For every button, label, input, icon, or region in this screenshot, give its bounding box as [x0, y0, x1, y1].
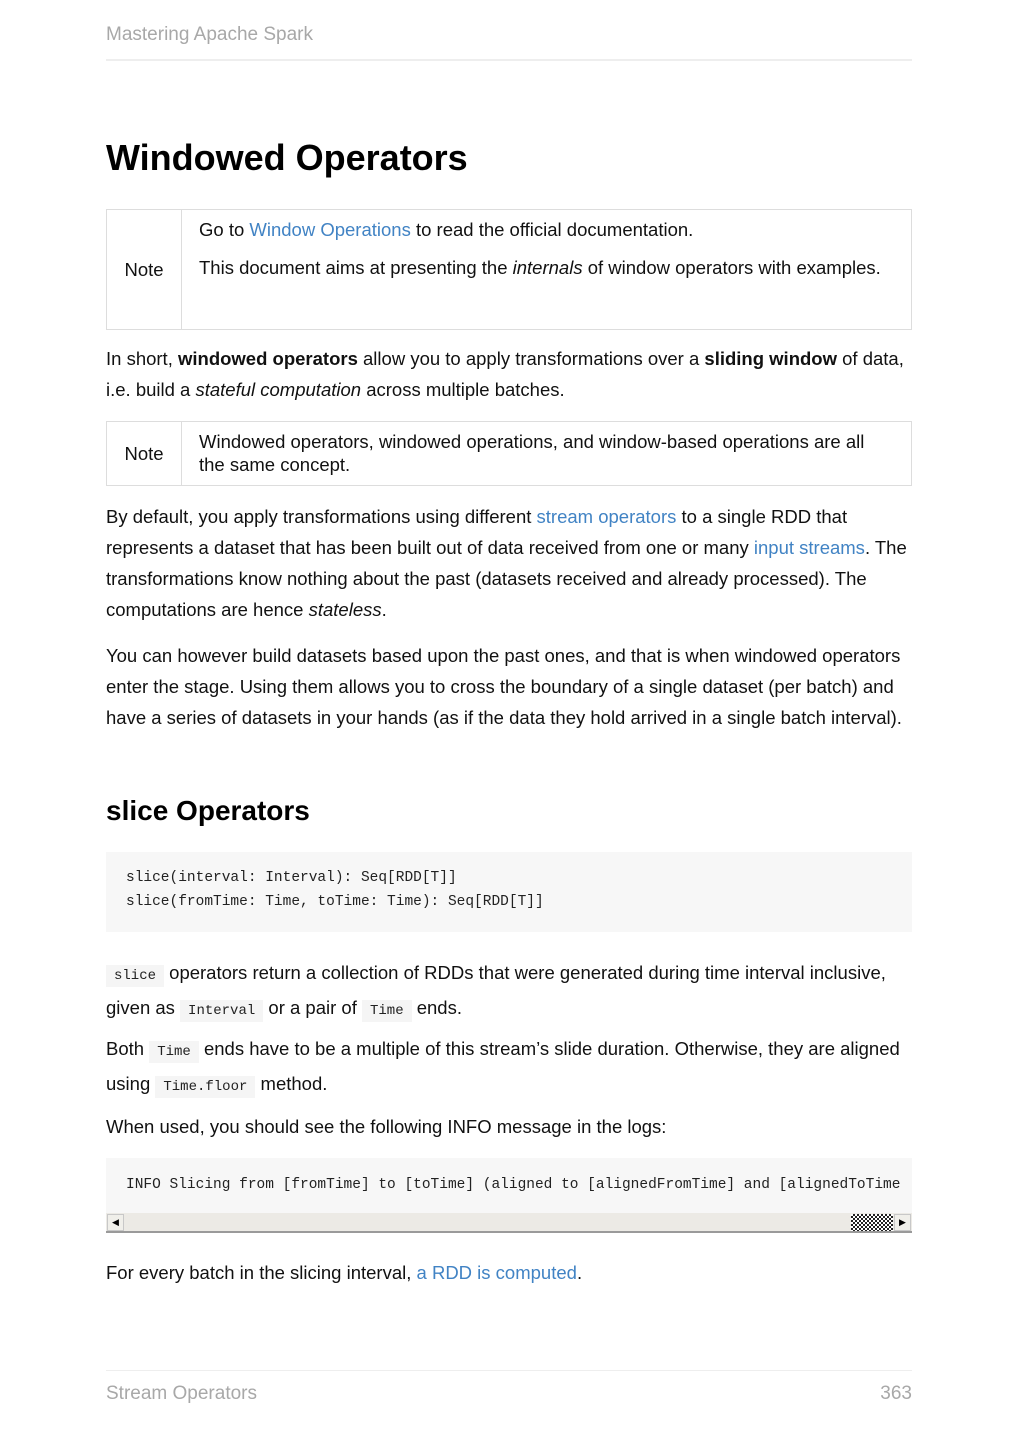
running-header [106, 24, 912, 61]
text: . The transformations know nothing about the past (datasets received and already processed). The computations are hence [106, 537, 907, 620]
note-text: Windowed operators, windowed operations, and window-based operations are all the same concept. [199, 431, 865, 475]
paragraph-info-intro: When used, you should see the following INFO message in the logs: [106, 1116, 667, 1137]
code-line: slice(fromTime: Time, toTime: Time): Seq[RDD[T]] [126, 894, 544, 910]
scroll-right-button[interactable] [894, 1214, 911, 1231]
note-box-2 [106, 421, 912, 486]
arrow-left-icon: ◀ [112, 1217, 119, 1227]
scroll-left-button[interactable] [107, 1214, 124, 1231]
inline-code: Interval [180, 1000, 263, 1022]
text: of data, i.e. build a [106, 348, 904, 400]
bold-text: windowed operators [177, 348, 358, 369]
note-body [182, 210, 897, 329]
window-operations-link[interactable]: Window Operations [249, 219, 411, 240]
text: ends have to be a multiple of this stream’s slide duration. Otherwise, they are aligned using [106, 1038, 900, 1094]
log-line: INFO Slicing from [fromTime] to [toTime] (aligned to [alignedFromTime] and [alignedToTime [126, 1177, 901, 1193]
note-box-1 [106, 209, 912, 330]
code-block-log [106, 1158, 912, 1213]
inline-code: Time.floor [155, 1076, 255, 1098]
text: By default, you apply transformations using different [106, 506, 537, 527]
note-line-2 [199, 256, 881, 279]
inline-code: Time [362, 1000, 412, 1022]
bold-text: sliding window [704, 348, 837, 369]
emphasis: stateless [308, 599, 382, 620]
scrollbar-thumb[interactable] [851, 1214, 893, 1231]
paragraph-default [106, 501, 912, 625]
note-label: Note [107, 422, 182, 485]
running-footer [106, 1370, 912, 1405]
text: operators return a collection of RDDs that were generated during time interval inclusive, given as [106, 962, 886, 1018]
inline-code: slice [106, 965, 164, 987]
text: allow you to apply transformations over a [357, 348, 705, 369]
note-label: Note [107, 210, 182, 329]
inline-code: Time [149, 1041, 199, 1063]
text: Both [106, 1038, 150, 1059]
page-title: Windowed Operators [106, 137, 468, 178]
text: For every batch in the slicing interval, [106, 1262, 417, 1283]
text: of window operators with examples. [582, 257, 881, 278]
text: to a single RDD that represents a dataset that has been built out of data received from one or many [106, 506, 848, 558]
paragraph-rdd-computed [106, 1257, 912, 1288]
paragraph-alignment [106, 1033, 912, 1103]
text: to read the official documentation. [410, 219, 694, 240]
text: across multiple batches. [361, 379, 565, 400]
rdd-computed-link[interactable]: a RDD is computed [416, 1262, 577, 1283]
emphasis: internals [512, 257, 583, 278]
input-streams-link[interactable]: input streams [753, 537, 865, 558]
text: . [381, 599, 387, 620]
text: . [576, 1262, 583, 1283]
page-number: 363 [880, 1383, 912, 1404]
note-line-1 [199, 218, 881, 241]
paragraph-slice-desc [106, 957, 912, 1027]
arrow-right-icon: ▶ [899, 1217, 906, 1227]
note-body [182, 422, 911, 485]
section-title-slice: slice Operators [106, 795, 310, 826]
stream-operators-link[interactable]: stream operators [536, 506, 677, 527]
emphasis: stateful computation [195, 379, 362, 400]
chapter-name: Stream Operators [106, 1383, 257, 1404]
horizontal-scrollbar[interactable] [106, 1213, 912, 1233]
text: Go to [199, 219, 250, 240]
text: or a pair of [263, 997, 362, 1018]
text: ends. [411, 997, 462, 1018]
code-block-signatures [106, 852, 912, 932]
code-line: slice(interval: Interval): Seq[RDD[T]] [126, 870, 457, 886]
text: In short, [106, 348, 178, 369]
text: This document aims at presenting the [199, 257, 513, 278]
paragraph-windowed: You can however build datasets based upon the past ones, and that is when windowed operators enter the stage. Using them allows you to cross the boundary of a single dataset (per batch) and have a series of datasets in your hands (as if the data they hold arrived in a single batch interval). [106, 645, 902, 728]
text: method. [255, 1073, 328, 1094]
paragraph-intro [106, 343, 912, 405]
book-title: Mastering Apache Spark [106, 24, 314, 45]
